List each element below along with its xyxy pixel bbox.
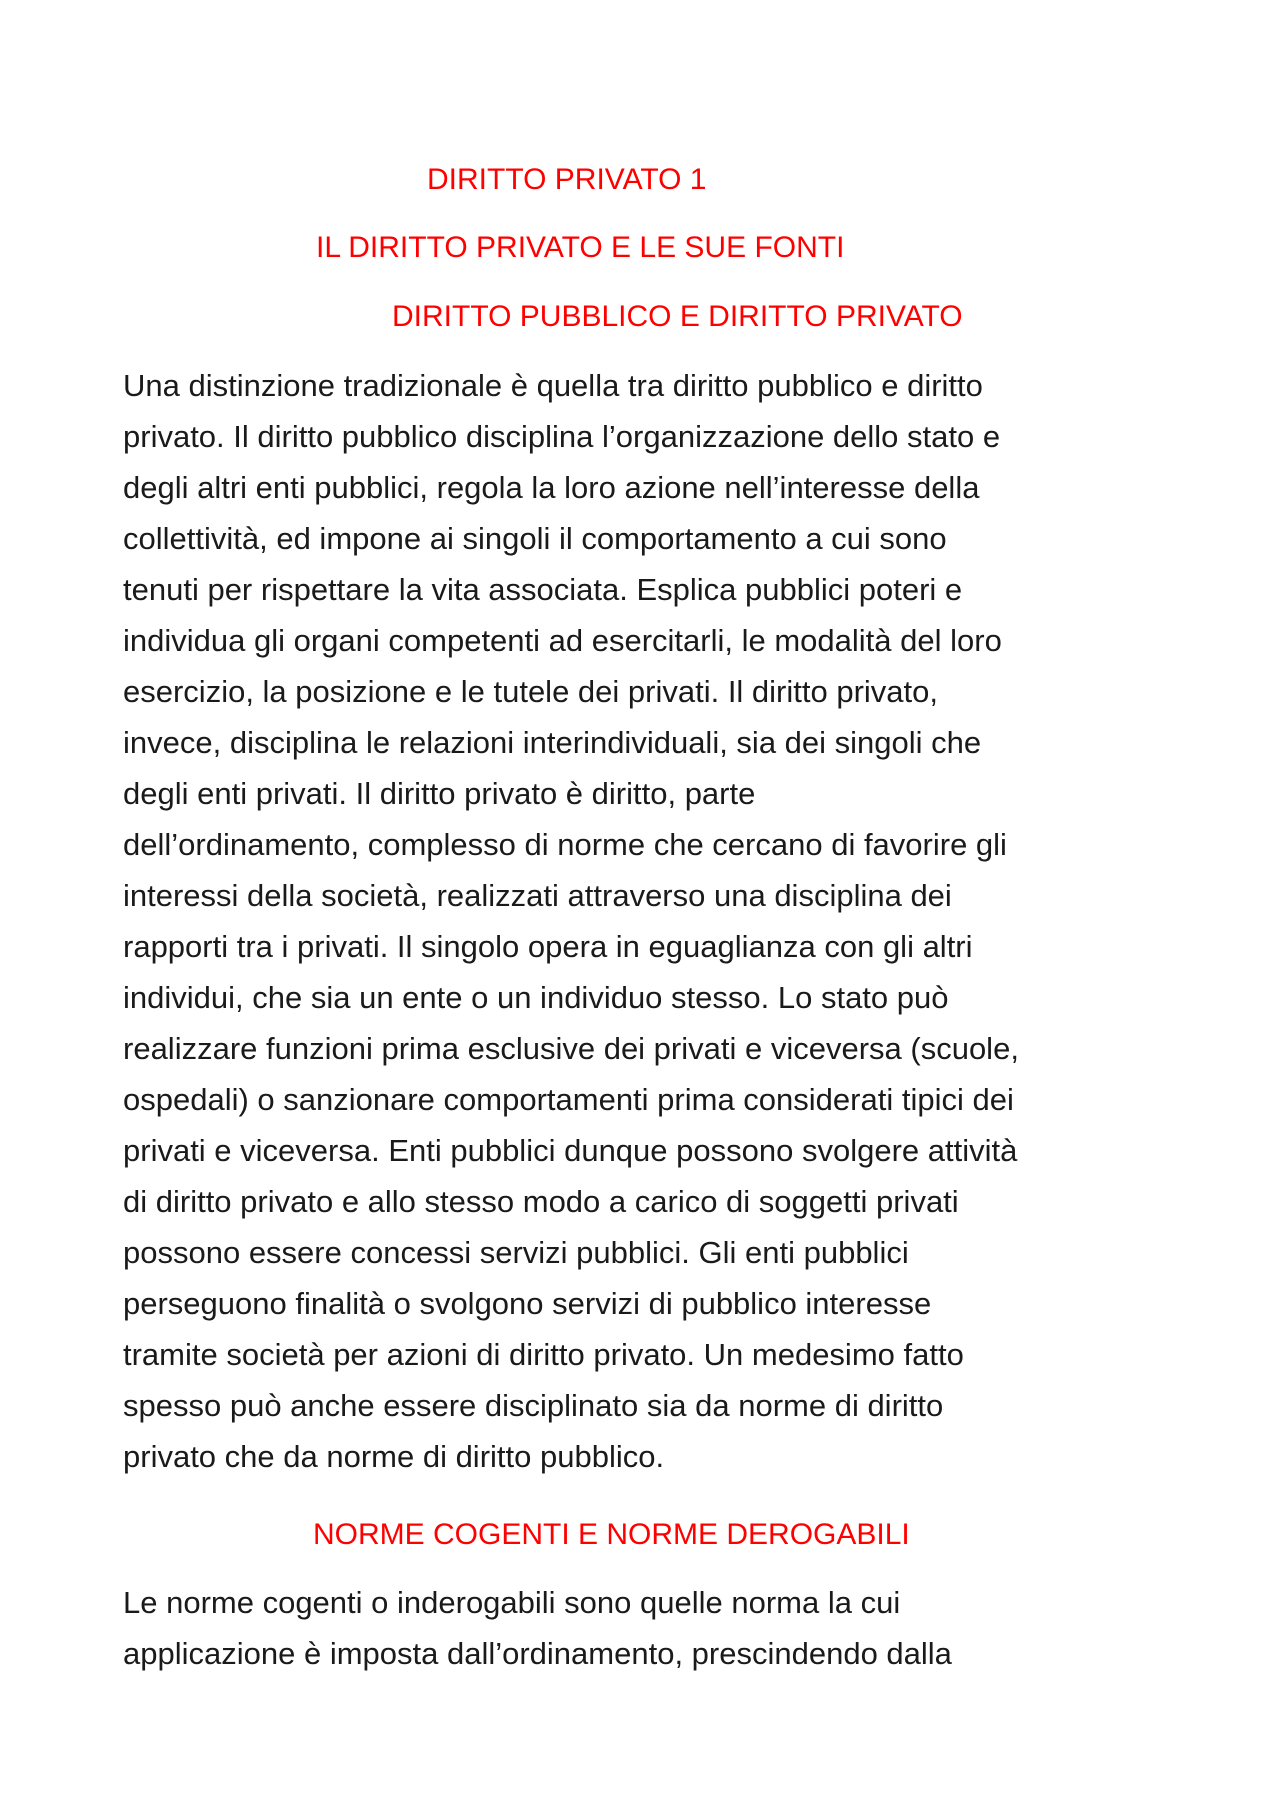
text-line: rapporti tra i privati. Il singolo opera in eguaglianza con gli altri <box>123 929 973 964</box>
section-heading-norms: NORME COGENTI E NORME DEROGABILI <box>313 1518 910 1551</box>
text-line: interessi della società, realizzati attraverso una disciplina dei <box>123 878 952 913</box>
paragraph-mandatory-norms <box>123 1577 1173 1679</box>
text-line: perseguono finalità o svolgono servizi di pubblico interesse <box>123 1286 932 1321</box>
text-line: privato che da norme di diritto pubblico. <box>123 1439 665 1474</box>
text-line: degli altri enti pubblici, regola la loro azione nell’interesse della <box>123 470 980 505</box>
text-line: spesso può anche essere disciplinato sia da norme di diritto <box>123 1388 944 1423</box>
text-line: invece, disciplina le relazioni interindividuali, sia dei singoli che <box>123 725 982 760</box>
text-line: ospedali) o sanzionare comportamenti prima considerati tipici dei <box>123 1082 1014 1117</box>
text-line: individui, che sia un ente o un individuo stesso. Lo stato può <box>123 980 949 1015</box>
text-line: dell’ordinamento, complesso di norme che cercano di favorire gli <box>123 827 1007 862</box>
text-line: esercizio, la posizione e le tutele dei privati. Il diritto privato, <box>123 674 939 709</box>
text-line: individua gli organi competenti ad esercitarli, le modalità del loro <box>123 623 1002 658</box>
text-line: Le norme cogenti o inderogabili sono quelle norma la cui <box>123 1585 901 1620</box>
text-line: privati e viceversa. Enti pubblici dunque possono svolgere attività <box>123 1133 1018 1168</box>
section-heading-public-private: DIRITTO PUBBLICO E DIRITTO PRIVATO <box>392 300 963 333</box>
text-line: di diritto privato e allo stesso modo a carico di soggetti privati <box>123 1184 959 1219</box>
chapter-heading: IL DIRITTO PRIVATO E LE SUE FONTI <box>316 231 845 264</box>
text-line: tenuti per rispettare la vita associata. Esplica pubblici poteri e <box>123 572 963 607</box>
paragraph-public-private-law <box>123 360 1173 1482</box>
text-line: Una distinzione tradizionale è quella tra diritto pubblico e diritto <box>123 368 983 403</box>
text-line: degli enti privati. Il diritto privato è diritto, parte <box>123 776 756 811</box>
text-line: realizzare funzioni prima esclusive dei privati e viceversa (scuole, <box>123 1031 1019 1066</box>
document-title: DIRITTO PRIVATO 1 <box>427 163 707 196</box>
text-line: possono essere concessi servizi pubblici. Gli enti pubblici <box>123 1235 909 1270</box>
text-line: tramite società per azioni di diritto privato. Un medesimo fatto <box>123 1337 964 1372</box>
text-line: collettività, ed impone ai singoli il comportamento a cui sono <box>123 521 947 556</box>
text-line: applicazione è imposta dall’ordinamento, prescindendo dalla <box>123 1636 952 1671</box>
text-line: privato. Il diritto pubblico disciplina l’organizzazione dello stato e <box>123 419 1001 454</box>
